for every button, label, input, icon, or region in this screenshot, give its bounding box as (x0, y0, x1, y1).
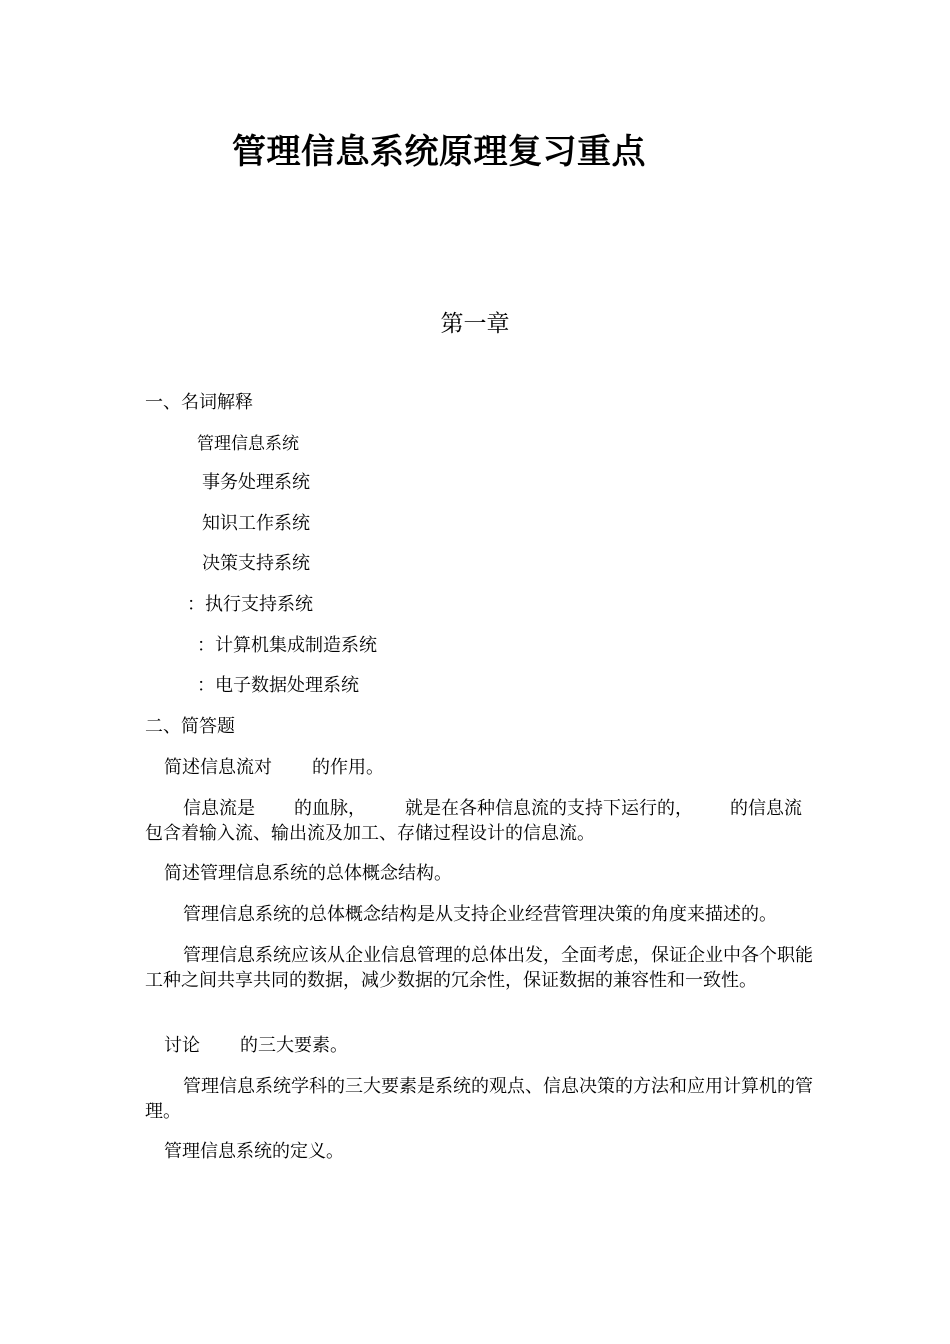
answer-part: 就是在各种信息流的支持下运行的， (405, 798, 693, 819)
question-text: 管理信息系统的定义。 (164, 1141, 344, 1162)
document-title: 管理信息系统原理复习重点 (232, 132, 646, 172)
answer-paragraph: 管理信息系统的总体概念结构是从支持企业经营管理决策的角度来描述的。 (183, 904, 777, 925)
term-item: 管理信息系统 (197, 434, 299, 454)
answer-part: 信息流是 (183, 798, 255, 819)
term-item: ：电子数据处理系统 (197, 675, 359, 696)
answer-paragraph: 管理信息系统应该从企业信息管理的总体出发，全面考虑，保证企业中各个职能工种之间共享共同的数据，减少数据的冗余性，保证数据的兼容性和一致性。 (145, 945, 813, 991)
term-item: 事务处理系统 (202, 472, 310, 493)
question-part: 讨论 (164, 1035, 200, 1056)
question-part: 简述信息流对 (164, 757, 272, 778)
question-text (164, 756, 384, 780)
question-text (164, 1034, 348, 1058)
term-item: 决策支持系统 (202, 553, 310, 574)
section-heading-terms: 一、名词解释 (145, 392, 253, 413)
term-item: ：计算机集成制造系统 (197, 635, 377, 656)
answer-part: 的血脉， (294, 798, 366, 819)
answer-paragraph: 管理信息系统学科的三大要素是系统的观点、信息决策的方法和应用计算机的管理。 (145, 1076, 813, 1122)
answer-paragraph (145, 796, 813, 846)
term-item: ：执行支持系统 (187, 594, 313, 615)
answer-part: 的信息流包含着输入流、输出流及加工、存储过程设计的信息流。 (145, 798, 802, 844)
question-part: 的作用。 (312, 757, 384, 778)
question-part: 的三大要素。 (240, 1035, 348, 1056)
chapter-heading: 第一章 (440, 311, 510, 337)
question-text: 简述管理信息系统的总体概念结构。 (164, 863, 452, 884)
term-item: 知识工作系统 (202, 513, 310, 534)
section-heading-questions: 二、简答题 (145, 716, 235, 737)
